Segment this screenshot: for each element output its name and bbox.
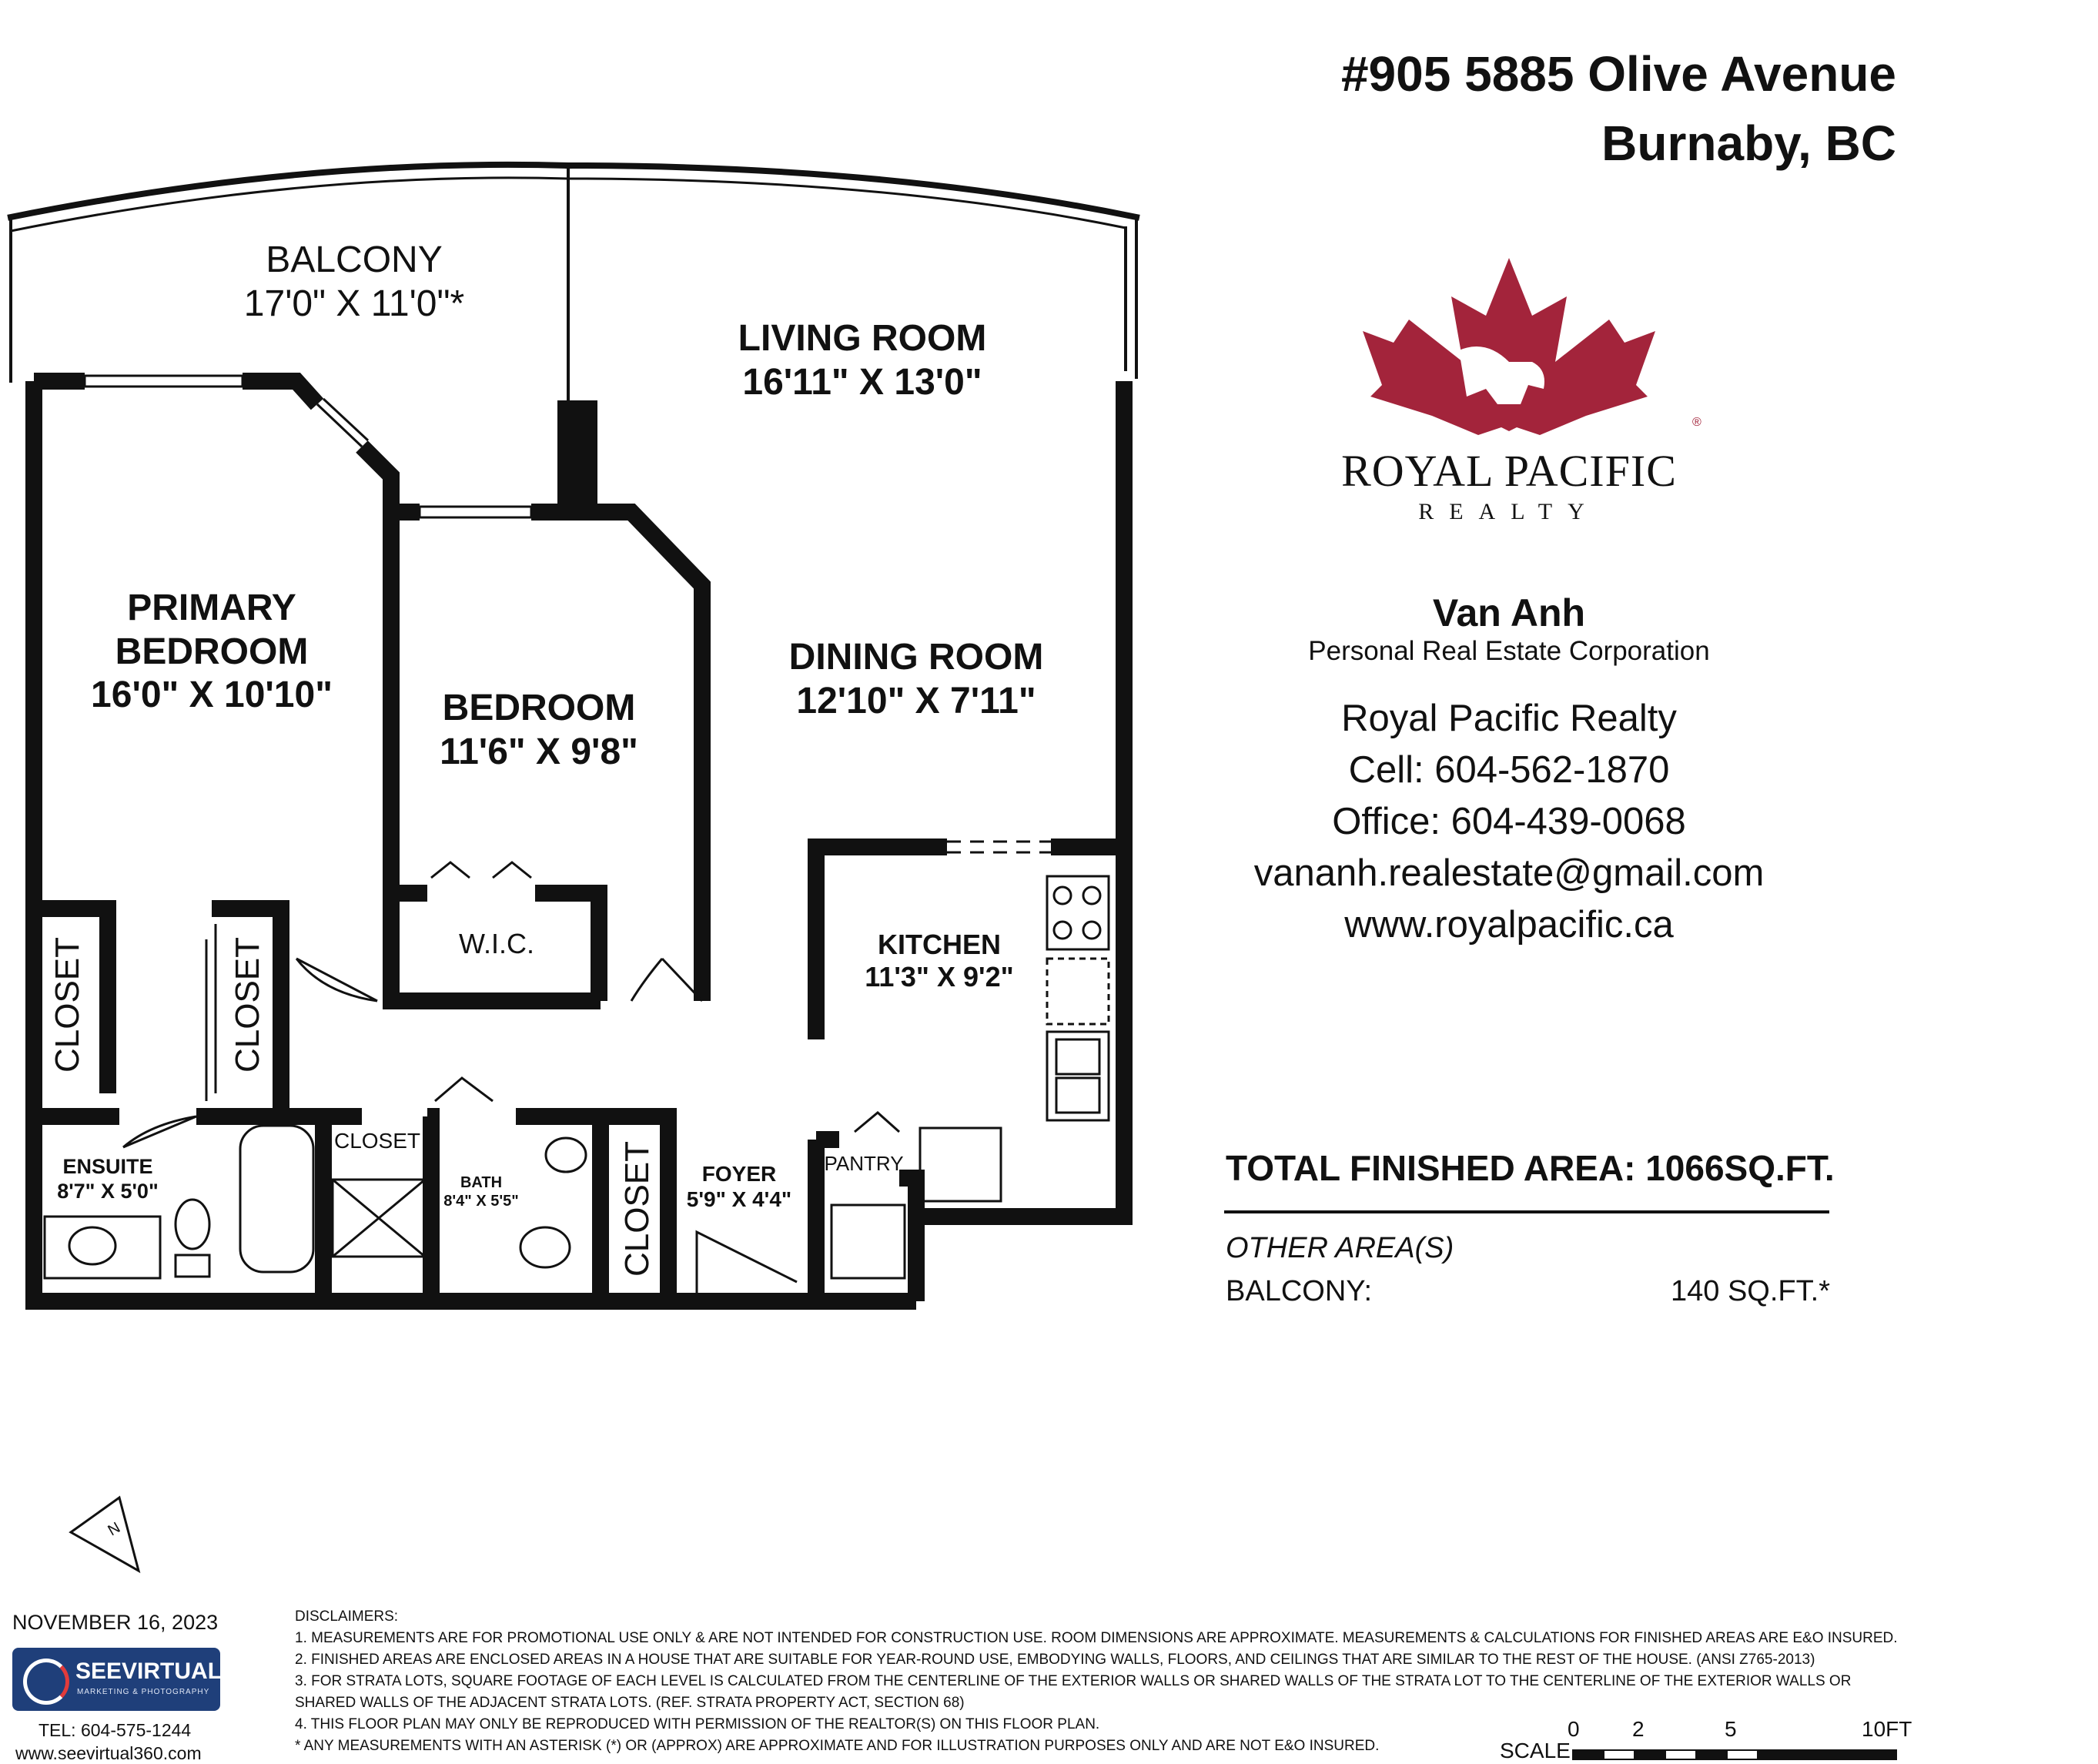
footer-website[interactable]: www.seevirtual360.com bbox=[15, 1743, 202, 1763]
registered-mark: ® bbox=[1692, 416, 1701, 429]
room-primary-bedroom: PRIMARY BEDROOM 16'0" X 10'10" bbox=[91, 587, 333, 716]
address-line-1: #905 5885 Olive Avenue bbox=[1340, 46, 1896, 102]
balcony-railing bbox=[11, 165, 568, 217]
agent-name: Van Anh bbox=[1432, 591, 1586, 634]
room-wic: W.I.C. bbox=[459, 928, 534, 959]
room-balcony: BALCONY 17'0" X 11'0"* bbox=[243, 239, 465, 324]
disclaimer-line: SHARED WALLS OF THE ADJACENT STRATA LOTS. (REF. STRATA PROPERTY ACT, SECTION 68) bbox=[295, 1695, 965, 1711]
scale-tick-2: 2 bbox=[1632, 1717, 1645, 1741]
plan-date: NOVEMBER 16, 2023 bbox=[12, 1611, 219, 1634]
closet-primary-left: CLOSET bbox=[49, 936, 86, 1073]
brand-sub: REALTY bbox=[1418, 499, 1600, 524]
total-area-value: 1066 bbox=[1645, 1148, 1725, 1188]
address-block bbox=[1341, 40, 1896, 178]
room-ensuite: ENSUITE 8'7" X 5'0" bbox=[57, 1155, 159, 1203]
agent-cell: Cell: 604-562-1870 bbox=[1348, 749, 1670, 791]
total-area-label: TOTAL FINISHED AREA: bbox=[1226, 1148, 1636, 1188]
agent-card bbox=[1201, 591, 1817, 951]
brand-name: ROYAL PACIFIC bbox=[1341, 446, 1677, 496]
living-room-window-wall bbox=[568, 166, 1136, 217]
room-pantry: PANTRY bbox=[824, 1152, 904, 1175]
agent-email[interactable]: vananh.realestate@gmail.com bbox=[1253, 852, 1765, 894]
footer-tel: TEL: 604-575-1244 bbox=[38, 1720, 192, 1740]
scale-tick-10: 10FT bbox=[1862, 1717, 1912, 1741]
seevirtual-logo bbox=[12, 1648, 223, 1711]
room-dining: DINING ROOM 12'10" X 7'11" bbox=[788, 637, 1044, 721]
scale-label: SCALE bbox=[1500, 1739, 1571, 1762]
compass-letter: N bbox=[105, 1519, 124, 1540]
room-bedroom: BEDROOM 11'6" X 9'8" bbox=[440, 688, 638, 772]
disclaimer-line: 3. FOR STRATA LOTS, SQUARE FOOTAGE OF EACH LEVEL IS CALCULATED FROM THE CENTERLINE OF THE EXTERIOR WALLS OR SHARED WALLS OF THE STRATA LOT TO THE CENTERLINE OF THE EXTERIOR WALLS OR bbox=[295, 1673, 1852, 1689]
room-living: LIVING ROOM 16'11" X 13'0" bbox=[738, 318, 987, 403]
disclaimer-line: * ANY MEASUREMENTS WITH AN ASTERISK (*) OR (APPROX) ARE APPROXIMATE AND FOR ILLUSTRATION PURPOSES ONLY AND ARE NOT E&O INSURED. bbox=[295, 1738, 1380, 1754]
disclaimers bbox=[295, 1606, 1898, 1757]
north-arrow-icon bbox=[71, 1498, 139, 1571]
disclaimer-title: DISCLAIMERS: bbox=[295, 1608, 399, 1625]
scale-tick-0: 0 bbox=[1568, 1717, 1580, 1741]
address-line-2: Burnaby, BC bbox=[1601, 115, 1896, 171]
closet-foyer: CLOSET bbox=[618, 1140, 656, 1277]
logo-tagline: MARKETING & PHOTOGRAPHY bbox=[77, 1688, 210, 1696]
agent-office: Office: 604-439-0068 bbox=[1332, 801, 1686, 842]
balcony-area-value: 140 SQ.FT.* bbox=[1671, 1275, 1830, 1307]
closet-hall: CLOSET bbox=[333, 1129, 421, 1153]
disclaimer-line: 1. MEASUREMENTS ARE FOR PROMOTIONAL USE ONLY & ARE NOT INTENDED FOR CONSTRUCTION USE. ROOM DIMENSIONS ARE APPROXIMATE. MEASUREMENTS & CALCULATIONS FOR FINISHED AREAS ARE E&O INSURED. bbox=[295, 1630, 1898, 1646]
brokerage-name: Royal Pacific Realty bbox=[1341, 698, 1677, 739]
swirl-icon bbox=[23, 1659, 69, 1705]
balcony-area-label: BALCONY: bbox=[1226, 1275, 1373, 1307]
disclaimer-line: 4. THIS FLOOR PLAN MAY ONLY BE REPRODUCED WITH PERMISSION OF THE REALTOR(S) ON THIS FLOOR PLAN. bbox=[295, 1716, 1100, 1732]
agent-website[interactable]: www.royalpacific.ca bbox=[1344, 904, 1674, 946]
total-area-unit: SQ.FT. bbox=[1724, 1148, 1835, 1188]
other-areas-label: OTHER AREA(S) bbox=[1226, 1232, 1454, 1264]
room-bath: BATH 8'4" X 5'5" bbox=[443, 1174, 519, 1210]
closet-primary-right: CLOSET bbox=[229, 936, 266, 1073]
total-area bbox=[1226, 1147, 1835, 1189]
logo-wordmark: SEEVIRTUAL bbox=[75, 1659, 223, 1684]
agent-title: Personal Real Estate Corporation bbox=[1308, 636, 1710, 666]
room-foyer: FOYER 5'9" X 4'4" bbox=[686, 1162, 792, 1212]
disclaimer-line: 2. FINISHED AREAS ARE ENCLOSED AREAS IN A HOUSE THAT ARE SUITABLE FOR YEAR-ROUND USE, EMBODYING WALLS, FLOORS, AND CEILINGS THAT ARE SIMILAR TO THE REST OF THE HOUSE. (ANSI Z765-2013) bbox=[295, 1652, 1815, 1668]
scale-tick-5: 5 bbox=[1725, 1717, 1737, 1741]
maple-leaf-lion-icon bbox=[1363, 258, 1655, 435]
room-kitchen: KITCHEN 11'3" X 9'2" bbox=[865, 929, 1014, 993]
